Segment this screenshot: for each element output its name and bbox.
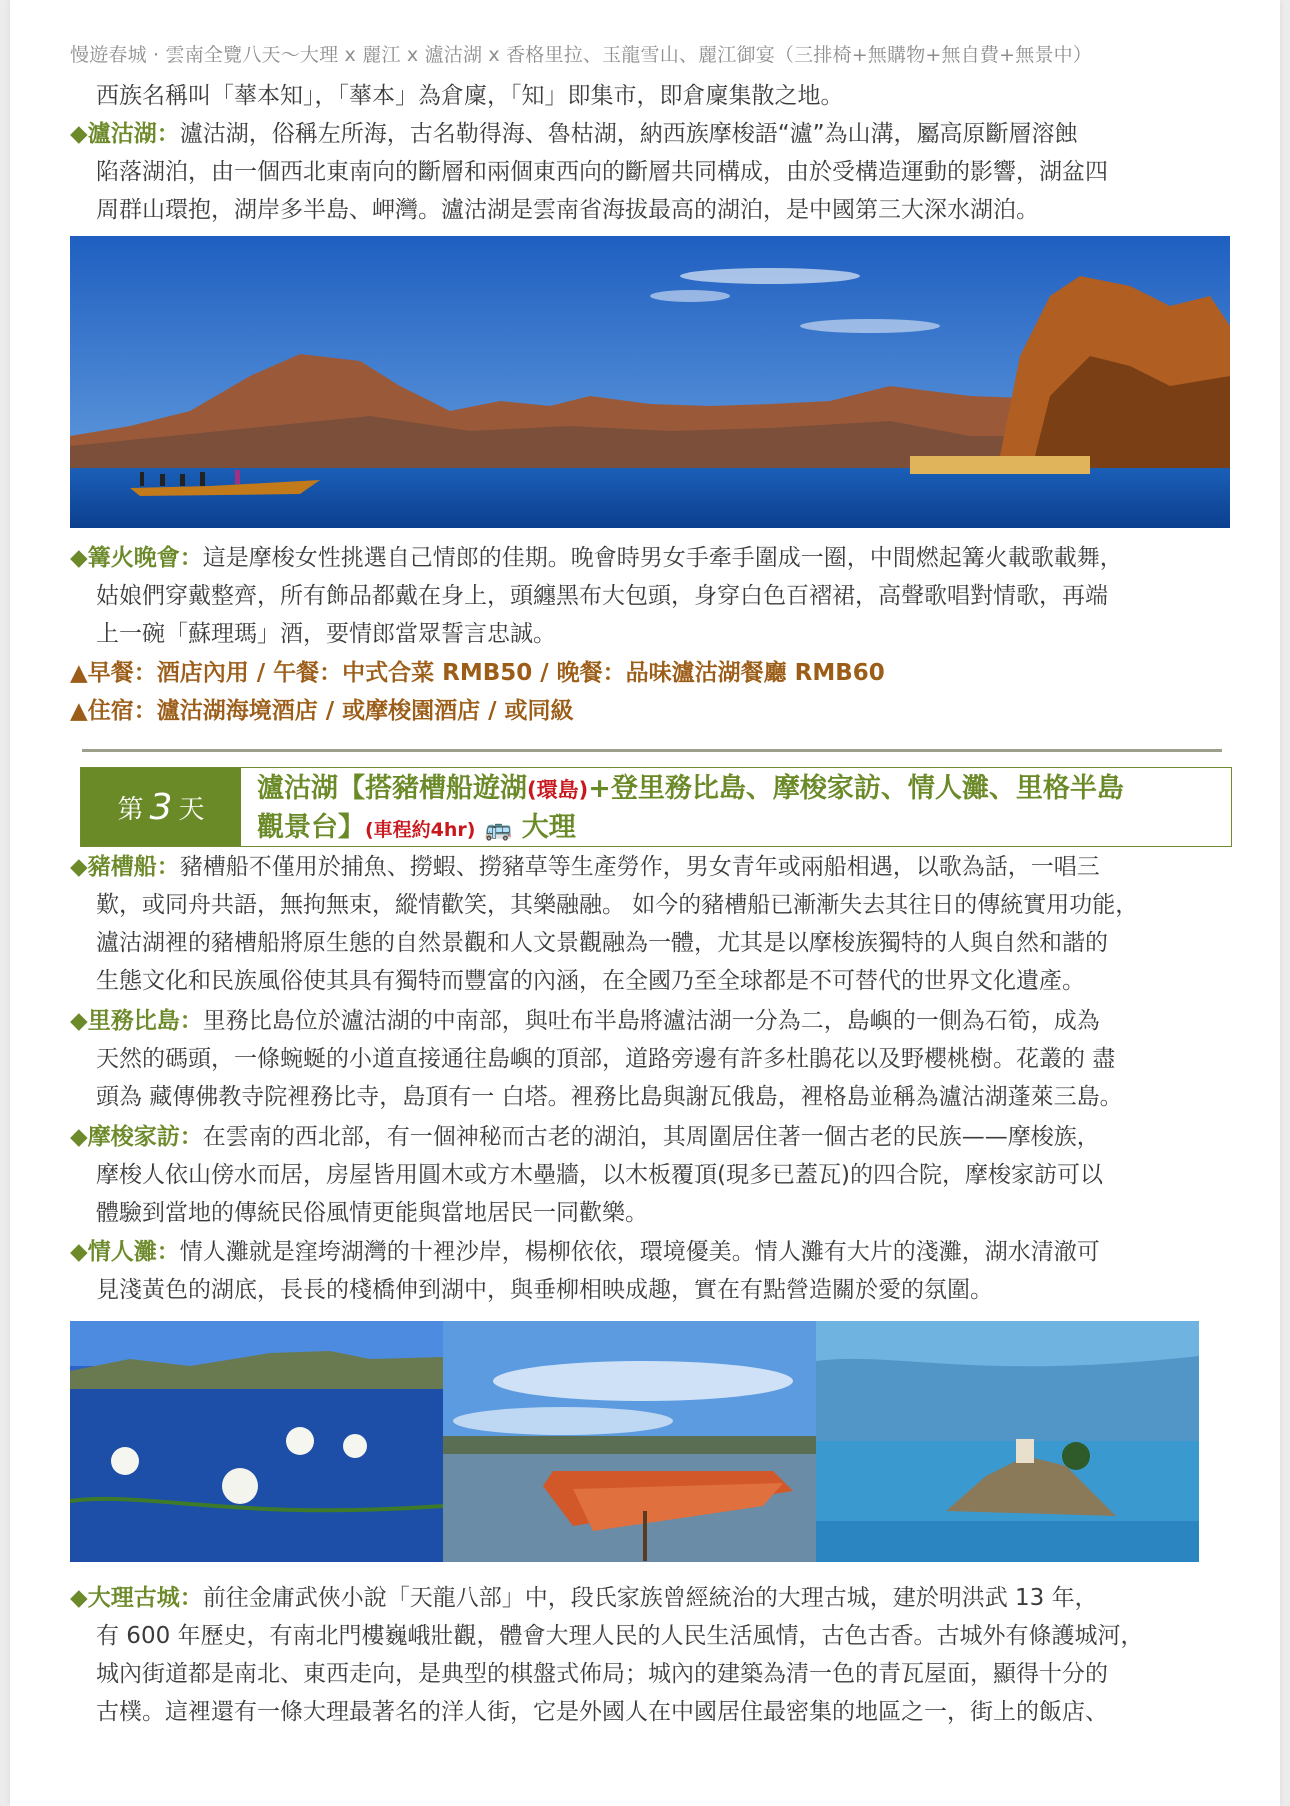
lake-flowers-photo — [70, 1321, 443, 1562]
day3-title: 瀘沽湖【搭豬槽船遊湖(環島)+登里務比島、摩梭家訪、情人灘、里格半島 觀景台】(車程約4hr) 🚌 大理 — [257, 773, 1124, 843]
section-lovers-beach: ◆情人灘：情人灘就是窪垮湖灣的十裡沙岸，楊柳依依，環境優美。情人灘有大片的淺灘，湖水清澈可 見淺黃色的湖底，長長的棧橋伸到湖中，與垂柳相映成趣，實在有點營造關於愛的氛圍。 — [70, 1239, 1100, 1303]
bus-icon: 🚌 — [484, 817, 513, 842]
section-label: 情人灘： — [87, 1239, 180, 1265]
diamond-bullet-icon: ◆ — [70, 1124, 88, 1150]
diamond-bullet-icon: ◆ — [70, 1239, 88, 1265]
section-liwubi-island: ◆里務比島：里務比島位於瀘沽湖的中南部，與吐布半島將瀘沽湖一分為二，島嶼的一側為石筍，成為 天然的碼頭，一條蜿蜒的小道直接通往島嶼的頂部，道路旁邊有許多杜鵑花以及野櫻桃樹。花叢的 盡 頭為 藏傳佛教寺院裡務比寺，島頂有一 白塔。裡務比島與謝瓦俄島，裡格島並稱為瀘沽湖蓬萊三島。 — [70, 1008, 1123, 1110]
section-label: 摩梭家訪： — [87, 1124, 203, 1150]
day-label: 第 3 天 — [81, 768, 241, 846]
liwubi-island-photo — [816, 1321, 1199, 1562]
pig-trough-boats-photo — [443, 1321, 816, 1562]
section-divider — [82, 749, 1222, 752]
diamond-bullet-icon: ◆ — [70, 1585, 88, 1611]
page-header-title: 慢遊春城 · 雲南全覽八天～大理 x 麗江 x 瀘沽湖 x 香格里拉、玉龍雪山、麗江御宴（三排椅+無購物+無自費+無景中） — [70, 44, 1093, 66]
section-mosuo-visit: ◆摩梭家訪：在雲南的西北部，有一個神秘而古老的湖泊，其周圍居住著一個古老的民族——摩梭族， 摩梭人依山傍水而居，房屋皆用圓木或方木壘牆，以木板覆頂(現多已蓋瓦)的四合院，摩梭家訪可以 體驗到當地的傳統民俗風情更能與當地居民一同歡樂。 — [70, 1124, 1103, 1226]
diamond-bullet-icon: ◆ — [70, 545, 88, 571]
lugu-lake-panorama-photo — [70, 236, 1230, 528]
section-label: 豬槽船： — [87, 854, 180, 880]
meals-info: ▲早餐：酒店內用 / 午餐：中式合菜 RMB50 / 晚餐：品味瀘沽湖餐廳 RMB60 — [70, 660, 885, 686]
section-label: 里務比島： — [87, 1008, 203, 1034]
section-bonfire: ◆篝火晚會：這是摩梭女性挑選自己情郎的佳期。晚會時男女手牽手圍成一圈，中間燃起篝火載歌載舞， 姑娘們穿戴整齊，所有飾品都戴在身上，頭纏黑布大包頭，身穿白色百褶裙，高聲歌唱對情歌，再端 上一碗「蘇理瑪」酒，要情郎當眾誓言忠誠。 — [70, 545, 1123, 647]
section-label: 篝火晚會： — [87, 545, 203, 571]
diamond-bullet-icon: ◆ — [70, 1008, 88, 1034]
section-label: 大理古城： — [87, 1585, 203, 1611]
diamond-bullet-icon: ◆ — [70, 854, 88, 880]
lodging-info: ▲住宿：瀘沽湖海境酒店 / 或摩梭園酒店 / 或同級 — [70, 698, 574, 724]
section-label: 瀘沽湖： — [87, 121, 180, 147]
section-dali-old-town: ◆大理古城：前往金庸武俠小說「天龍八部」中，段氏家族曾經統治的大理古城，建於明洪武 13 年， 有 600 年歷史，有南北門樓巍峨壯觀，體會大理人民的人民生活風情，古色古香。古城外有條護城河， 城內街道都是南北、東西走向，是典型的棋盤式佈局；城內的建築為清一色的青瓦屋面，顯得十分的 古樸。這裡還有一條大理最著名的洋人街，它是外國人在中國居住最密集的地區之一，街上的飯店、 — [70, 1585, 1144, 1725]
section-pig-boat: ◆豬槽船：豬槽船不僅用於捕魚、撈蝦、撈豬草等生產勞作，男女青年或兩船相遇，以歌為話，一唱三 歎，或同舟共語，無拘無束，縱情歡笑，其樂融融。 如今的豬槽船已漸漸失去其往日的傳統實用功能， 瀘沽湖裡的豬槽船將原生態的自然景觀和人文景觀融為一體，尤其是以摩梭族獨特的人與自然和諧的 生態文化和民族風俗使其具有獨特而豐富的內涵，在全國乃至全球都是不可替代的世界文化遺產。 — [70, 854, 1139, 994]
document-page — [10, 0, 1280, 1806]
section-lugu-lake: ◆瀘沽湖：瀘沽湖，俗稱左所海，古名勒得海、魯枯湖，納西族摩梭語“瀘”為山溝，屬高原斷層溶蝕 陷落湖泊，由一個西北東南向的斷層和兩個東西向的斷層共同構成，由於受構造運動的影響，湖盆四 周群山環抱，湖岸多半島、岬灣。瀘沽湖是雲南省海拔最高的湖泊，是中國第三大深水湖泊。 — [70, 121, 1108, 223]
intro-continuation: 西族名稱叫「蕐本知」，「蕐本」為倉廩，「知」即集市，即倉廩集散之地。 — [96, 83, 844, 109]
day3-header — [80, 767, 1232, 847]
diamond-bullet-icon: ◆ — [70, 121, 88, 147]
